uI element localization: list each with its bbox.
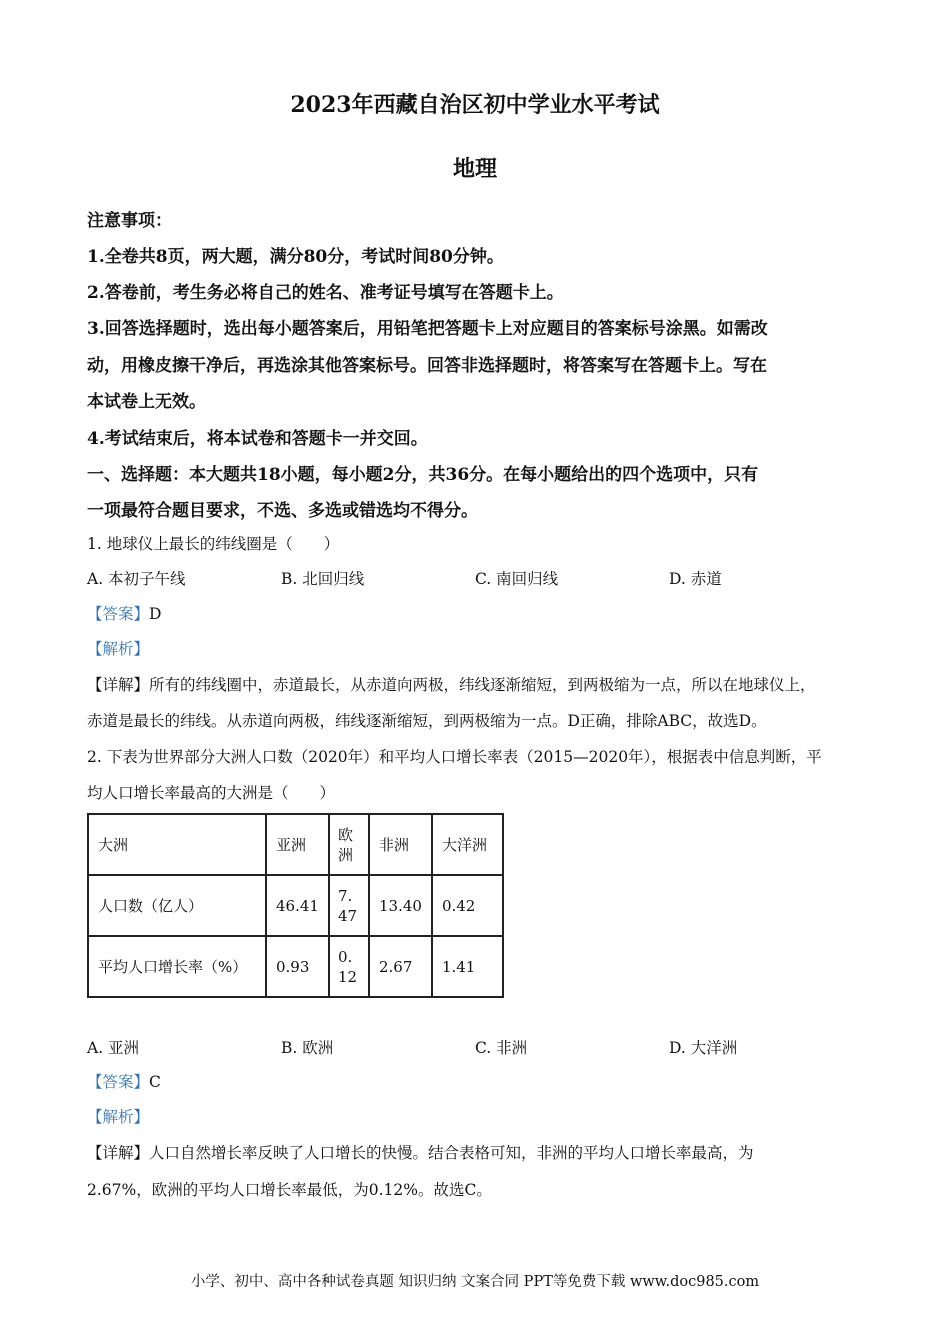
table-header-cell: 亚洲 [266,814,329,875]
q1-option-b: B. 北回归线 [281,570,365,588]
note-item-3-line-2: 动，用橡皮擦干净后，再选涂其他答案标号。回答非选择题时，将答案写在答题卡上。写在 [87,356,767,376]
notes-heading: 注意事项： [87,211,172,231]
note-item-4: 4.考试结束后，将本试卷和答题卡一并交回。 [87,429,428,449]
note-item-3-line-3: 本试卷上无效。 [87,392,206,412]
q1-detail-text-1: 所有的纬线圈中，赤道最长，从赤道向两极，纬线逐渐缩短，到两极缩为一点，所以在地球仪上， [149,676,816,694]
q1-detail-line-2: 赤道是最长的纬线。从赤道向两极，纬线逐渐缩短，到两极缩为一点。D正确，排除ABC，故选D。 [87,712,767,730]
table-header-row [88,814,503,875]
q2-detail-label: 【详解】 [87,1144,150,1162]
q2-option-d: D. 大洋洲 [669,1039,738,1057]
exam-title: 2023年西藏自治区初中学业水平考试 [290,92,660,118]
table-cell: 46.41 [266,875,329,936]
q2-detail-line-2: 2.67%，欧洲的平均人口增长率最低，为0.12%。故选C。 [87,1181,492,1199]
table-header-cell: 大洲 [88,814,266,875]
table-header-cell: 欧洲 [329,814,369,875]
section-heading-line-2: 一项最符合题目要求，不选、多选或错选均不得分。 [87,501,478,521]
page-footer: 小学、初中、高中各种试卷真题 知识归纳 文案合同 PPT等免费下载 www.doc985.com [190,1274,760,1290]
table-cell: 7.47 [329,875,369,936]
q2-option-c: C. 非洲 [475,1039,528,1057]
table-header-cell: 非洲 [369,814,432,875]
q1-answer-value: D [149,605,162,623]
q1-detail-line-1 [87,673,816,695]
q2-analysis-label: 【解析】 [87,1108,150,1126]
q2-stem-line-2: 均人口增长率最高的大洲是（ ） [87,784,336,802]
note-item-3-line-1: 3.回答选择题时，选出每小题答案后，用铅笔把答题卡上对应题目的答案标号涂黑。如需改 [87,319,768,339]
q2-stem-line-1: 2. 下表为世界部分大洲人口数（2020年）和平均人口增长率表（2015—2020年），根据表中信息判断，平 [87,748,822,766]
q1-option-c: C. 南回归线 [475,570,559,588]
q1-option-d: D. 赤道 [669,570,722,588]
q1-stem: 1. 地球仪上最长的纬线圈是（ ） [87,535,340,553]
q1-analysis-label: 【解析】 [87,640,150,658]
table-cell: 13.40 [369,875,432,936]
table-cell: 0.93 [266,936,329,997]
table-cell: 平均人口增长率（%） [88,936,266,997]
q2-answer-label: 【答案】 [87,1073,150,1091]
q2-option-a: A. 亚洲 [87,1039,140,1057]
q1-answer [87,602,161,624]
subject-title: 地理 [452,156,497,182]
section-heading-line-1: 一、选择题：本大题共18小题，每小题2分，共36分。在每小题给出的四个选项中，只有 [87,465,759,485]
table-cell: 2.67 [369,936,432,997]
q1-answer-label: 【答案】 [87,605,150,623]
q2-detail-text-1: 人口自然增长率反映了人口增长的快慢。结合表格可知，非洲的平均人口增长率最高，为 [149,1144,754,1162]
note-item-2: 2.答卷前，考生务必将自己的姓名、准考证号填写在答题卡上。 [87,283,564,303]
table-cell: 0.12 [329,936,369,997]
note-item-1: 1.全卷共8页，两大题，满分80分，考试时间80分钟。 [87,247,504,267]
table-cell: 1.41 [432,936,503,997]
q2-answer [87,1070,161,1092]
q2-option-b: B. 欧洲 [281,1039,334,1057]
q2-answer-value: C [149,1073,161,1091]
q1-detail-label: 【详解】 [87,676,150,694]
population-table [87,813,504,998]
table-row [88,875,503,936]
table-header-cell: 大洋洲 [432,814,503,875]
q1-option-a: A. 本初子午线 [87,570,186,588]
table-row [88,936,503,997]
q2-detail-line-1 [87,1141,754,1163]
table-cell: 0.42 [432,875,503,936]
table-cell: 人口数（亿人） [88,875,266,936]
